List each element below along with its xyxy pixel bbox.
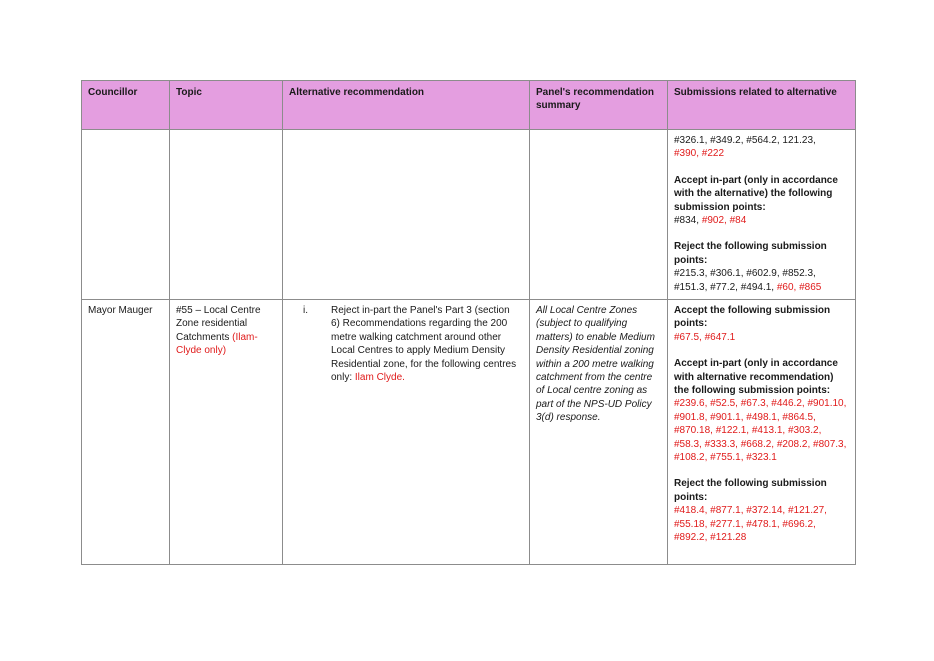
reject-list <box>674 267 850 294</box>
cell-alternative <box>283 130 530 300</box>
submission-numbers-red: #902, #84 <box>701 215 747 227</box>
submission-numbers: #326.1, #349.2, #564.2, 121.23, <box>674 135 816 146</box>
header-alternative-recommendation: Alternative recommendation <box>283 81 530 130</box>
cell-topic <box>170 300 283 565</box>
recommendations-table <box>81 80 856 565</box>
topic-title: #55 – Local Centre Zone residential Catchments <box>176 305 261 343</box>
submission-list <box>674 134 850 161</box>
accept-heading: Accept the following submission points: <box>674 305 831 330</box>
header-panel-summary: Panel's recommendation summary <box>530 81 668 130</box>
header-councillor: Councillor <box>82 81 170 130</box>
cell-panel-summary <box>530 130 668 300</box>
recommendation-text: Reject in-part the Panel's Part 3 (section 6) Recommendations regarding the 200 metre walking catchment around other Local Centres to apply Medium Density Residential zone, for the following centres only: <box>331 305 517 384</box>
cell-councillor <box>82 130 170 300</box>
submission-numbers: #215.3, #306.1, #602.9, #852.3, #151.3, #77.2, #494.1, <box>674 268 816 293</box>
reject-heading: Reject the following submission points: <box>674 478 827 503</box>
cell-submissions <box>668 300 856 565</box>
accept-partial-heading: Accept in-part (only in accordance with the alternative) the following submission points: <box>674 174 838 213</box>
reject-list: #418.4, #877.1, #372.14, #121.27, #55.18, #277.1, #478.1, #696.2, #892.2, #121.28 <box>674 505 827 544</box>
cell-councillor <box>82 300 170 565</box>
recommendation-item <box>289 304 524 384</box>
header-submissions: Submissions related to alternative <box>668 81 856 130</box>
accept-partial-list: #239.6, #52.5, #67.3, #446.2, #901.10, #901.8, #901.1, #498.1, #864.5, #870.18, #122.1, #413.1, #303.2, #58.3, #333.3, #668.2, #208.2, #807.3, #108.2, #755.1, #323.1 <box>674 398 847 464</box>
cell-alternative <box>283 300 530 565</box>
accept-partial-list <box>674 214 850 227</box>
accept-partial-heading: Accept in-part (only in accordance with alternative recommendation) the following submission points: <box>674 358 838 397</box>
topic-scope: (Ilam-Clyde only) <box>176 331 258 357</box>
submission-numbers-red: #60, #865 <box>776 281 822 293</box>
cell-submissions <box>668 130 856 300</box>
councillor-name: Mayor Mauger <box>88 305 153 316</box>
submission-numbers-red: #390, #222 <box>674 148 725 160</box>
table-row <box>82 300 856 565</box>
recommendation-centre: Ilam Clyde. <box>354 372 405 384</box>
reject-heading: Reject the following submission points: <box>674 241 827 266</box>
accept-list: #67.5, #647.1 <box>674 331 736 343</box>
table-header-row <box>82 81 856 130</box>
cell-panel-summary <box>530 300 668 565</box>
header-topic: Topic <box>170 81 283 130</box>
panel-summary-text: All Local Centre Zones (subject to qualifying matters) to enable Medium Density Residential zoning within a 200 metre walking catchment from the centre of Local centre zoning as part of the NPS-UD Policy 3(d) response. <box>536 305 655 424</box>
submission-numbers: #834, <box>674 215 700 227</box>
table-row <box>82 130 856 300</box>
cell-topic <box>170 130 283 300</box>
list-number: i. <box>303 305 308 316</box>
